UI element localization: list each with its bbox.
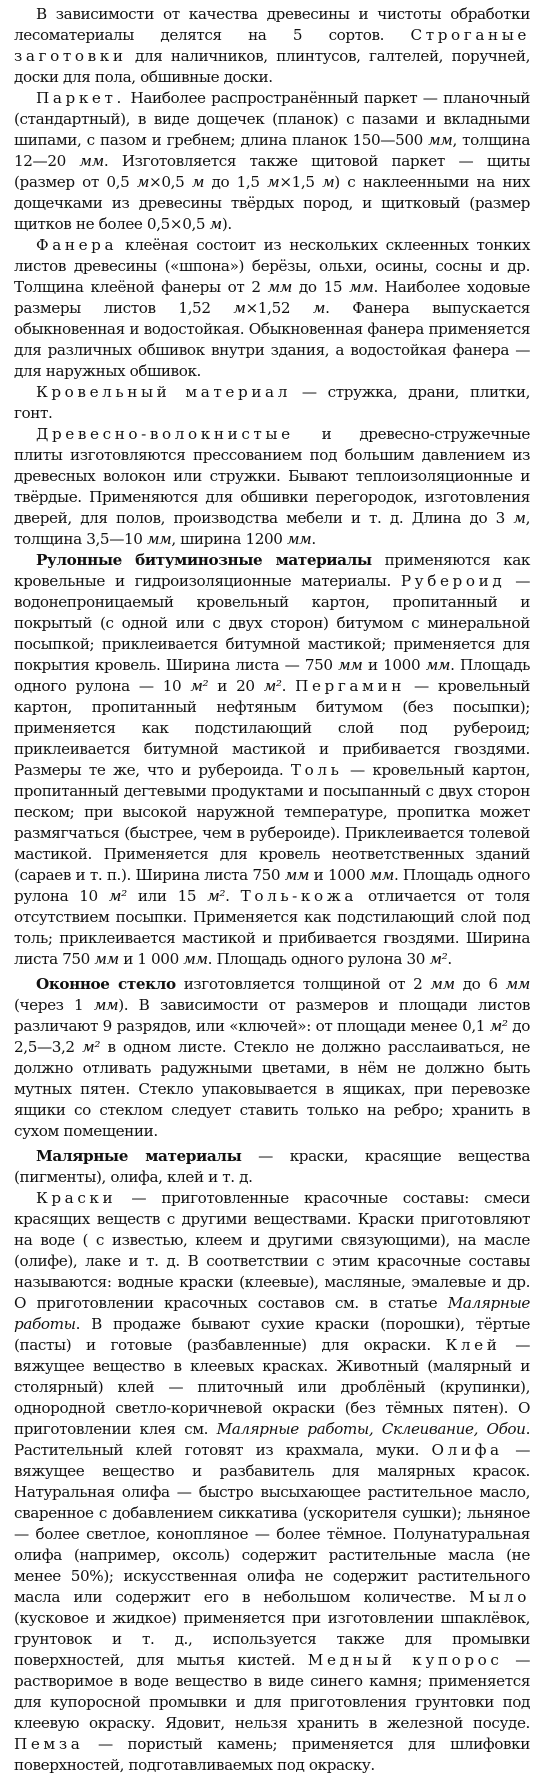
text-italic: м [209, 215, 222, 233]
text-run: Наиболее распространённый паркет — планочный (стандартный), в виде дощечек (планок) с пазами и вкладными шипами, с пазом и гребнем; длина планок 150—500 [14, 89, 530, 149]
text-run: и 1 000 [118, 950, 184, 968]
text-run: . Наиболее ходовые размеры листов 1,52 [14, 278, 530, 317]
text-italic: Малярные работы, Склеивание, Обои [216, 1420, 526, 1438]
term-spaced: Краски [36, 1189, 117, 1207]
text-run: до 1,5 [204, 173, 268, 191]
term-spaced: Мыло [469, 1588, 530, 1606]
text-italic: м [233, 299, 246, 317]
text-run: — краски, красящие вещества (пигменты), олифа, клей и т. д. [14, 1147, 530, 1186]
text-italic: м [136, 173, 150, 191]
text-italic: м² [108, 887, 127, 905]
text-run: применяются как кровельные и гидроизоляционные материалы. [14, 551, 531, 590]
text-run: — кровельный картон, пропитанный дегтевыми продуктами и посыпанный с двух сторон песком; при высокой наружной температуре, пропитка может размягчаться (быстрее, чем в рубероиде). Приклеивается толевой мастикой. Применяется для кровель неответственных зданий (сараев и т. п.). Ширина листа 750 [14, 761, 530, 884]
text-italic: м² [263, 677, 282, 695]
text-italic: мм [183, 950, 208, 968]
term-spaced: Кровельный материал [36, 383, 291, 401]
text-run: для наличников, плинтусов, галтелей, поручней, доски для пола, обшивные доски. [14, 47, 530, 86]
text-run: В зависимости от качества древесины и чистоты обработки лесоматериалы делятся на 5 сортов. [14, 5, 530, 44]
text-run: . [447, 950, 452, 968]
paragraph-paint-materials [14, 1146, 530, 1188]
text-italic: мм [349, 278, 374, 296]
term-spaced: Клей [445, 1336, 501, 1354]
paragraph-paints [14, 1188, 530, 1776]
text-run: в одном листе. Стекло не должно расслаиваться, не должно отливать радужными цветами, в нём не должно быть мутных пятен. Стекло упаковывается в ящиках, при перевозке ящики со стеклом следует ставить только на ребро; хранить в сухом помещении. [14, 1038, 530, 1140]
text-run: . Изготовляется также щитовой паркет — щиты (размер от 0,5 [14, 152, 530, 191]
paragraph-bituminous-rolls [14, 550, 530, 970]
text-run: до 6 [454, 975, 506, 993]
text-run: — кровельный картон, пропитанный нефтяным битумом (без посыпки); применяется как подстилающий слой под рубероид; приклеивается битумной мастикой и прибивается гвоздями. Размеры те же, что и рубероида. [14, 677, 531, 779]
text-italic: м [312, 299, 326, 317]
text-run: ). [221, 215, 232, 233]
text-italic: м [267, 173, 280, 191]
term-spaced: Толь [290, 761, 343, 779]
term-spaced: Древесно-волокнистые [36, 425, 294, 443]
text-italic: мм [284, 866, 310, 884]
paragraph-lumber-grades [14, 4, 530, 88]
text-run: — вяжущее вещество и разбавитель для малярных красок. Натуральная олифа — быстро высыхающее растительное масло, сваренное с добавлением сиккатива (ускорителя сушки); льняное — более светлое, конопляное — более тёмное. Полунатуральная олифа (например, оксоль) содержит растительные масла (не менее 50%); искусственная олифа не содержит растительного масла или содержит его в небольшом количестве. [14, 1441, 530, 1606]
term-bold: Малярные материалы [36, 1147, 242, 1165]
text-run: . Площадь одного рулона 10 [14, 866, 530, 905]
text-italic: мм [286, 530, 312, 548]
text-italic: м² [207, 887, 226, 905]
paragraph-fiberboard [14, 424, 530, 550]
text-run: (через 1 [14, 996, 94, 1014]
text-italic: м [322, 173, 335, 191]
text-run: , толщина 12—20 [14, 131, 530, 170]
text-run: (кусковое и жидкое) применяется при изготовлении шпаклёвок, грунтовок и т. д., используется также для промывки поверхностей, для мытья кистей. [14, 1609, 530, 1669]
text-run: . В продаже бывают сухие краски (порошки), тёртые (пасты) и готовые (разбавленные) для окраски. [14, 1315, 530, 1354]
paragraph-parquet [14, 88, 530, 235]
text-italic: мм [94, 950, 119, 968]
text-italic: м [513, 509, 526, 527]
text-run: , ширина 1200 [171, 530, 287, 548]
text-run: изготовляется толщиной от 2 [175, 975, 431, 993]
text-run: ). В зависимости от размеров и площади листов различают 9 разрядов, или «ключей»: от площади менее 0,1 [14, 996, 530, 1035]
text-run: и 1000 [309, 866, 370, 884]
text-run: — стружка, драни, плитки, гонт. [14, 383, 530, 422]
paragraph-window-glass [14, 974, 530, 1142]
term-spaced: Пемза [14, 1735, 84, 1753]
paragraph-roofing-material [14, 382, 530, 424]
text-run: и древесно-стружечные плиты изготовляются прессованием под большим давлением из древесных волокон или стружки. Бывают теплоизоляционные и твёрдые. Применяются для обшивки перегородок, изготовления дверей, для полов, производства мебели и т. д. Длина до 3 [14, 425, 530, 527]
text-run: ×0,5 [149, 173, 192, 191]
text-italic: мм [267, 278, 292, 296]
text-italic: мм [425, 656, 451, 674]
text-run: . [311, 530, 316, 548]
text-run: — пористый камень; применяется для шлифовки поверхностей, подготавливаемых под окраску. [14, 1735, 530, 1774]
text-italic: мм [338, 656, 363, 674]
term-spaced: Паркет. [36, 89, 125, 107]
text-run: отличается от толя отсутствием посыпки. Применяется как подстилающий слой под толь; приклеивается мастикой и прибивается гвоздями. Ширина листа 750 [14, 887, 530, 968]
text-run: клеёная состоит из нескольких склеенных тонких листов древесины («шпона») берёзы, ольхи, осины, сосны и др. Толщина клеёной фанеры от 2 [14, 236, 530, 296]
text-run: и 20 [208, 677, 264, 695]
term-spaced: Толь-кожа [240, 887, 357, 905]
text-italic: мм [428, 131, 453, 149]
text-run: до 2,5—3,2 [14, 1017, 530, 1056]
paragraph-plywood [14, 235, 530, 382]
text-run: ×1,52 [245, 299, 313, 317]
text-run: . [281, 677, 296, 695]
text-run: ×1,5 [279, 173, 323, 191]
term-spaced: Рубероид [400, 572, 506, 590]
text-italic: мм [369, 866, 394, 884]
term-spaced: Строганые заготовки [14, 26, 530, 65]
text-run: , толщина 3,5—10 [14, 509, 530, 548]
text-italic: мм [505, 975, 530, 993]
text-run: . Растительный клей готовят из крахмала, муки. [14, 1420, 530, 1459]
term-spaced: Пергамин [295, 677, 405, 695]
text-italic: м² [429, 950, 448, 968]
text-run: — водонепроницаемый кровельный картон, пропитанный и покрытый (с одной или с двух сторон) битумом с минеральной посыпкой; приклеивается битумной мастикой; применяется для покрытия кровель. Ширина листа — 750 [14, 572, 531, 674]
text-run: — растворимое в воде вещество в виде синего камня; применяется для купоросной промывки и для приготовления грунтовки под клеевую окраску. Ядовит, нельзя хранить в железной посуде. [14, 1651, 530, 1732]
text-run: . [225, 887, 241, 905]
text-italic: м² [489, 1017, 508, 1035]
text-italic: Малярные работы [14, 1294, 530, 1333]
term-spaced: Медный купорос [307, 1651, 503, 1669]
term-spaced: Олифа [431, 1441, 503, 1459]
term-bold: Оконное стекло [36, 975, 176, 993]
text-italic: м² [190, 677, 209, 695]
text-run: до 15 [291, 278, 350, 296]
text-italic: мм [430, 975, 455, 993]
text-run: ) с наклеенными на них дощечками из древесины твёрдых пород, и щитковый (размер щитков не более 0,5×0,5 [14, 173, 530, 233]
text-run: или 15 [126, 887, 208, 905]
text-italic: мм [146, 530, 172, 548]
text-italic: м² [82, 1038, 101, 1056]
text-run: . Площадь одного рулона 30 [207, 950, 430, 968]
term-bold: Рулонные битуминозные материалы [36, 551, 372, 569]
text-run: — вяжущее вещество в клеевых красках. Животный (малярный и столярный) клей — плиточный или дроблёный (крупинки), однородной светло-коричневой окраски (без тёмных пятен). О приготовлении клея см. [14, 1336, 530, 1438]
term-spaced: Фанера [36, 236, 118, 254]
text-run: . Фанера выпускается обыкновенная и водостойкая. Обыкновенная фанера применяется для различных обшивок внутри здания, а водостойкая фанера — для наружных обшивок. [14, 299, 530, 380]
text-italic: м [191, 173, 205, 191]
text-italic: мм [79, 152, 104, 170]
text-run: — приготовленные красочные составы: смеси красящих веществ с другими веществами. Краски приготовляют на воде ( с известью, клеем и другими связующими), на масле (олифе), лаке и т. д. В соответствии с этим красочные составы называются: водные краски (клеевые), масляные, эмалевые и др. О приготовлении красочных составов см. в статье [14, 1189, 530, 1312]
text-run: . Площадь одного рулона — 10 [14, 656, 531, 695]
text-italic: мм [93, 996, 119, 1014]
text-run: и 1000 [362, 656, 426, 674]
